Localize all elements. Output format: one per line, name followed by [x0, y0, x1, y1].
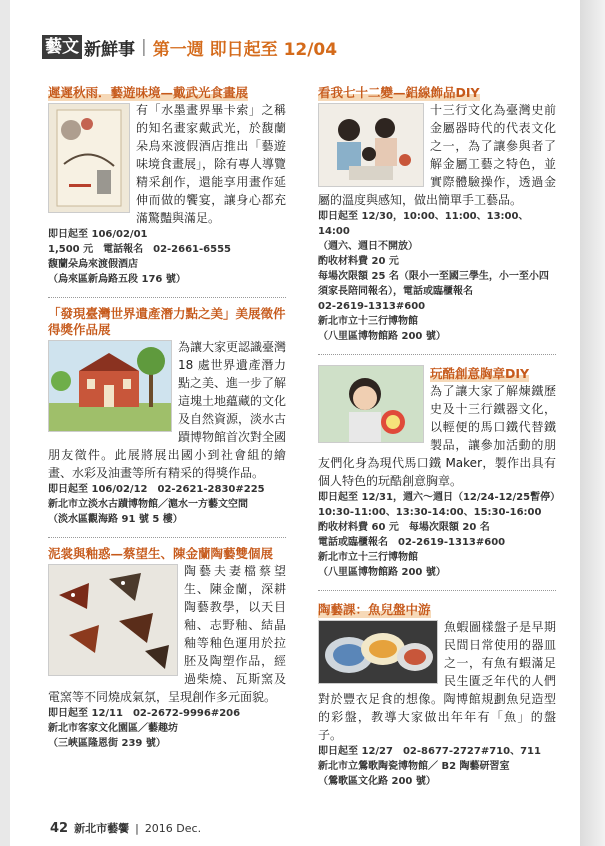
info-line: 即日起至 12/11 02-2672-9996#206	[48, 708, 241, 719]
info-line: （鶯歌區文化路 200 號）	[318, 776, 436, 787]
article-body: 十三行文化為臺灣史前金屬器時代的代表文化之一，為了讓參與者了解金屬工藝之特色，並實際體驗操作，透過金屬的溫度與感知，做出簡單手工藝品。	[318, 103, 556, 207]
ceramic-fish-image	[48, 564, 178, 676]
section-name: 新鮮事	[84, 39, 135, 60]
article-body: 陶藝夫妻檔蔡望生、陳金蘭，深耕陶藝教學，以天目釉、志野釉、結晶釉等釉色運用於拉胚及陶塑作品，經過柴燒、瓦斯窯及電窯等不同燒成氣氛，呈現創作多元面貌。	[48, 564, 286, 704]
family-workshop-photo	[318, 103, 424, 187]
footer-separator: |	[135, 821, 139, 835]
issue-date: 2016 Dec.	[144, 821, 202, 835]
article-ceramics-exhibition	[48, 546, 286, 751]
article-fish-plate-class	[318, 599, 556, 789]
info-line: （週六、週日不開放）	[318, 241, 418, 252]
info-line: （八里區博物館路 200 號）	[318, 567, 446, 578]
info-line: 即日起至 12/27 02-8677-2727#710、711	[318, 746, 541, 757]
article-info	[318, 209, 556, 344]
watercolor-church-image	[48, 340, 172, 432]
article-title: 看我七十二變—鋁線飾品DIY	[318, 85, 480, 100]
info-line: 每場次限額 25 名（限小一至國三學生，小一至小四須家長陪同報名），電話或臨櫃報名	[318, 271, 549, 297]
article-body: 魚蝦圖樣盤子是早期民間日常使用的器皿之一，有魚有蝦滿足民生匱乏年代的人們對於豐衣足食的想像。陶博館規劃魚兒造型的彩盤，教導大家做出年年有「魚」的盤子。	[318, 620, 556, 742]
article-info	[318, 490, 561, 580]
article-wire-jewelry-diy	[318, 82, 556, 344]
article-info	[318, 744, 556, 789]
left-column	[48, 82, 286, 751]
info-line: 馥蘭朵烏來渡假酒店	[48, 259, 138, 270]
section-badge: 藝文	[42, 35, 82, 59]
info-line: 即日起至 12/31，週六～週日（12/24-12/25暫停）	[318, 492, 561, 503]
info-line: 酌收材料費 20 元	[318, 256, 399, 267]
info-line: （三峽區隆恩街 239 號）	[48, 738, 166, 749]
right-column	[318, 82, 561, 789]
article-badge-diy	[318, 363, 561, 580]
info-line: 新北市立十三行博物館	[318, 552, 418, 563]
article-divider	[48, 537, 286, 538]
info-line: （淡水區觀海路 91 號 5 樓）	[48, 514, 183, 525]
article-title: 陶藝課：魚兒盤中游	[318, 602, 431, 617]
header-separator: |	[141, 37, 147, 57]
info-line: 即日起至 106/02/01	[48, 229, 148, 240]
info-line: 02-2619-1313#600	[318, 301, 426, 312]
info-line: 酌收材料費 60 元 每場次限額 20 名	[318, 522, 490, 533]
week-label: 第一週 即日起至 12/04	[152, 39, 338, 60]
page-edge	[580, 0, 605, 846]
info-line: 即日起至 12/30，10:00、11:00、13:00、14:00	[318, 211, 529, 237]
article-title: 泥裳與釉惑—蔡望生、陳金蘭陶藝雙個展	[48, 546, 274, 561]
article-heritage-exhibition	[48, 306, 286, 527]
info-line: 10:30-11:00、13:30-14:00、15:30-16:00	[318, 507, 542, 518]
article-info	[48, 706, 286, 751]
info-line: 新北市立十三行博物館	[318, 316, 418, 327]
article-divider	[48, 297, 286, 298]
article-title: 「發現臺灣世界遺產潛力點之美」美展徵件得獎作品展	[48, 306, 286, 337]
fish-plates-photo	[318, 620, 438, 684]
page-header	[42, 34, 337, 60]
page-number: 42	[50, 820, 69, 836]
info-line: 1,500 元 電話報名 02-2661-6555	[48, 244, 231, 255]
info-line: 新北市立淡水古蹟博物館／滬水一方藝文空間	[48, 499, 248, 510]
boy-badge-photo	[318, 365, 424, 443]
article-body: 為讓大家更認識臺灣 18 處世界遺產潛力點之美、進一步了解這塊土地蘊藏的文化及自然資源，淡水古蹟博物館首次對全國朋友徵件。此展將展出國小到社會組的繪畫、水彩及油畫等所有精采的得獎作品。	[48, 340, 287, 480]
article-info	[48, 227, 286, 287]
article-painting-exhibition	[48, 82, 286, 287]
page-footer	[50, 820, 201, 836]
magazine-name: 新北市藝饗	[74, 822, 130, 835]
article-title: 玩酷創意胸章DIY	[430, 366, 530, 381]
article-info	[48, 482, 286, 527]
article-divider	[318, 590, 556, 591]
article-body: 有「水墨畫界畢卡索」之稱的知名畫家戴武光，於馥蘭朵烏來渡假酒店推出「藝遊味境食畫展」，除有專人導覽精采創作，還能享用畫作延伸而做的饗宴，讓身心都充滿驚豔與滿足。	[136, 103, 287, 225]
article-body: 為了讓大家了解煉鐵歷史及十三行鐵器文化，以輕便的馬口鐵代替鐵製品，讓參加活動的朋友們化身為現代馬口鐵 Maker，製作出具有個人特色的玩酷創意胸章。	[318, 384, 556, 488]
info-line: （烏來區新烏路五段 176 號）	[48, 274, 186, 285]
info-line: （八里區博物館路 200 號）	[318, 331, 446, 342]
article-title: 遲遲秋雨．藝遊味境—戴武光食畫展	[48, 85, 249, 100]
info-line: 新北市立鶯歌陶瓷博物館／ B2 陶藝研習室	[318, 761, 510, 772]
info-line: 即日起至 106/02/12 02-2621-2830#225	[48, 484, 265, 495]
info-line: 新北市客家文化園區／藝趣坊	[48, 723, 178, 734]
painting-book-image	[48, 103, 130, 213]
article-divider	[318, 354, 556, 355]
info-line: 電話或臨櫃報名 02-2619-1313#600	[318, 537, 506, 548]
